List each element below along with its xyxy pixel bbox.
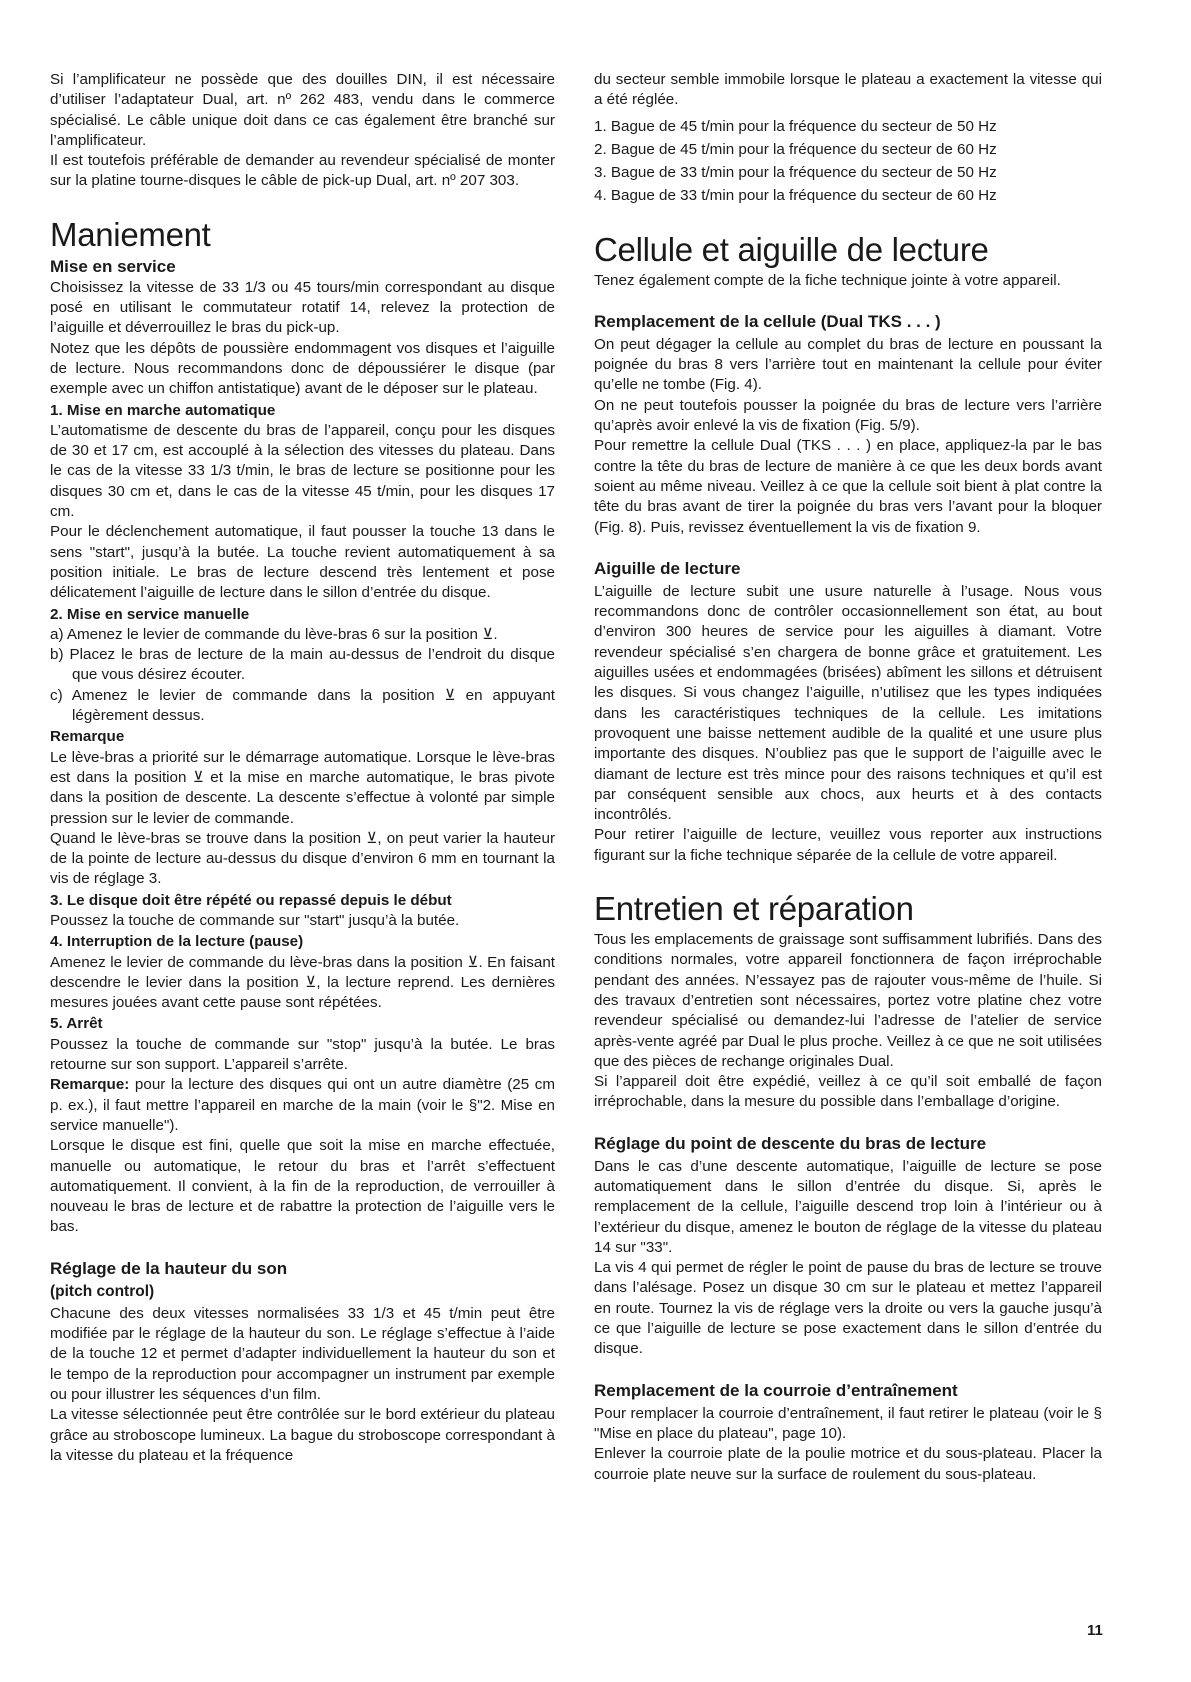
pitch-paragraph-2: La vitesse sélectionnée peut être contrôlée sur le bord extérieur du plateau grâce au stroboscope lumineux. La bague du stroboscope correspondant à la vitesse du plateau et la fréquence bbox=[50, 1406, 555, 1464]
list-item: 2. Bague de 45 t/min pour la fréquence du secteur de 60 Hz bbox=[594, 140, 997, 158]
intro-paragraph-1: Si l’amplificateur ne possède que des douilles DIN, il est nécessaire d’utiliser l’adaptateur Dual, art. nº 262 483, vendu dans le commerce spécialisé. Le câble unique doit dans ce cas également être branché sur l’amplificateur. bbox=[50, 71, 555, 149]
courroie-paragraph-1: Pour remplacer la courroie d’entraînement, il faut retirer le plateau (voir le § "Mise en place du plateau", page 10). bbox=[594, 1404, 1102, 1442]
courroie-heading: Remplacement de la courroie d’entraînement bbox=[594, 1380, 958, 1400]
remarque2-paragraph-1: Remarque: pour la lecture des disques qui ont un autre diamètre (25 cm p. ex.), il faut mettre l’appareil en marche de la main (voir le §"2. Mise en service manuelle"). bbox=[50, 1076, 555, 1134]
section-4-heading: 4. Interruption de la lecture (pause) bbox=[50, 933, 304, 951]
cellule-intro: Tenez également compte de la fiche technique jointe à votre appareil. bbox=[594, 271, 1061, 289]
remarque-paragraph-2: Quand le lève-bras se trouve dans la position ⊻, on peut varier la hauteur de la pointe de lecture au-dessus du disque d’environ 6 mm en tournant la vis de réglage 3. bbox=[50, 829, 555, 888]
intro-paragraph-2: Il est toutefois préférable de demander au revendeur spécialisé de monter sur la platine tourne-disques le câble de pick-up Dual, art. nº 207 303. bbox=[50, 152, 555, 190]
aiguille-paragraph-2: Pour retirer l’aiguille de lecture, veuillez vous reporter aux instructions figurant sur la fiche technique séparée de la cellule de votre appareil. bbox=[594, 826, 1102, 864]
right-column bbox=[594, 70, 1102, 1485]
courroie-paragraph-2: Enlever la courroie plate de la poulie motrice et du sous-plateau. Placer la courroie plate neuve sur la surface de roulement du sous-plateau. bbox=[594, 1445, 1102, 1483]
remplacement-paragraph-3: Pour remettre la cellule Dual (TKS . . . ) en place, appliquez-la par le bas contre la tête du bras de lecture de manière à ce que les deux bords avant soient au même niveau. Veillez à ce que la cellule soit bient à plat contre la tête du bras avant de tirer la poignée du bras vers l’avant pour la bloquer (Fig. 8). Puis, revissez éventuellement la vis de fixation 9. bbox=[594, 437, 1102, 536]
continuation-paragraph: du secteur semble immobile lorsque le plateau a exactement la vitesse qui a été réglée. bbox=[594, 71, 1102, 109]
left-column bbox=[50, 70, 555, 1466]
page-number: 11 bbox=[1087, 1622, 1103, 1639]
pitch-heading: Réglage de la hauteur du son bbox=[50, 1258, 288, 1278]
maniement-heading: Maniement bbox=[50, 215, 211, 253]
entretien-paragraph-2: Si l’appareil doit être expédié, veillez à ce qu’il soit emballé de façon irréprochable, dans la mesure du possible dans l’emballage d’origine. bbox=[594, 1073, 1102, 1111]
section-2-step-b: b) Placez le bras de lecture de la main au-dessus de l’endroit du disque que vous désirez écouter. bbox=[50, 646, 555, 684]
entretien-paragraph-1: Tous les emplacements de graissage sont suffisamment lubrifiés. Dans des conditions normales, votre appareil fonctionnera de façon irréprochable pendant des années. N’essayez pas de rajouter vous-même de l’huile. Si des travaux d’entretien sont nécessaires, portez votre platine chez votre revendeur spécialisé ou demandez-lui l’adresse de l’atelier de service après-vente agréé par Dual le plus proche. Veillez à ce que ne soit utilisées que des pièces de rechange originales Dual. bbox=[594, 931, 1102, 1070]
section-2-step-c: c) Amenez le levier de commande dans la position ⊻ en appuyant légèrement dessus. bbox=[50, 686, 555, 725]
section-3-heading: 3. Le disque doit être répété ou repassé depuis le début bbox=[50, 891, 452, 909]
remplacement-cellule-heading: Remplacement de la cellule (Dual TKS . . . ) bbox=[594, 311, 941, 331]
mise-en-service-heading: Mise en service bbox=[50, 256, 176, 276]
remarque2-paragraph-2: Lorsque le disque est fini, quelle que soit la mise en marche effectuée, manuelle ou automatique, le retour du bras et l’arrêt s’effectuent automatiquement. Il convient, à la fin de la reproduction, de verrouiller à nouveau le bras de lecture et de rabattre la protection de l’aiguille vers le bas. bbox=[50, 1137, 555, 1236]
section-2-heading: 2. Mise en service manuelle bbox=[50, 605, 250, 623]
remplacement-paragraph-1: On peut dégager la cellule au complet du bras de lecture en poussant la poignée du bras 8 vers l’arrière tout en maintenant la cellule pour éviter qu’elle ne tombe (Fig. 4). bbox=[594, 335, 1102, 394]
pitch-subheading: (pitch control) bbox=[50, 1282, 155, 1300]
mise-en-service-paragraph-1: Choisissez la vitesse de 33 1/3 ou 45 tours/min correspondant au disque posé en utilisant le commutateur rotatif 14, relevez la protection de l’aiguille et déverrouillez le bras du pick-up. bbox=[50, 278, 555, 337]
stroboscope-ring-list bbox=[594, 115, 1102, 207]
list-item: 4. Bague de 33 t/min pour la fréquence du secteur de 60 Hz bbox=[594, 186, 997, 204]
descente-paragraph-2: La vis 4 qui permet de régler le point de pause du bras de lecture se trouve dans l’alésage. Posez un disque 30 cm sur le plateau et mettez l’appareil en route. Tournez la vis de réglage vers la droite ou vers la gauche jusqu’à ce que l’aiguille de lecture se pose exactement dans le sillon d’entrée du disque. bbox=[594, 1259, 1102, 1358]
section-3-paragraph: Poussez la touche de commande sur "start" jusqu’à la butée. bbox=[50, 911, 460, 929]
pitch-paragraph-1: Chacune des deux vitesses normalisées 33 1/3 et 45 t/min peut être modifiée par le réglage de la hauteur du son. Le réglage s’effectue à l’aide de la touche 12 et permet d’adapter individuellement la hauteur du son et le tempo de la reproduction pour accompagner un instrument par exemple ou pour illustrer les séquences d’un film. bbox=[50, 1304, 555, 1403]
aiguille-paragraph-1: L’aiguille de lecture subit une usure naturelle à l’usage. Nous vous recommandons donc de contrôler occasionnellement son état, au bout d’environ 300 heures de service pour les aiguilles à diamant. Votre revendeur spécialisé s’en chargera de bonne grâce et gratuitement. Les aiguilles usées et endommagées (brisées) abîment les sillons et détruisent les disques. Si vous changez l’aiguille, n’utilisez que les types indiquées dans les caractéristiques techniques de la cellule. Les imitations provoquent une baisse nettement audible de la qualité et une usure plus importante des disques. N’oubliez pas que le support de l’aiguille avec le diamant de lecture est très mince pour des raisons techniques et qu’il est par conséquent sensible aux chocs, aux heurts et à des contacts incontrôlés. bbox=[594, 582, 1102, 824]
mise-en-service-paragraph-2: Notez que les dépôts de poussière endommagent vos disques et l’aiguille de lecture. Nous recommandons donc de dépoussiérer le disque (par exemple avec un chiffon antistatique) avant de le déposer sur le plateau. bbox=[50, 339, 555, 398]
section-2-step-a: a) Amenez le levier de commande du lève-bras 6 sur la position ⊻. bbox=[50, 625, 498, 643]
list-item: 3. Bague de 33 t/min pour la fréquence du secteur de 50 Hz bbox=[594, 163, 997, 181]
cellule-heading: Cellule et aiguille de lecture bbox=[594, 230, 989, 268]
section-5-paragraph: Poussez la touche de commande sur "stop" jusqu’à la butée. Le bras retourne sur son support. L’appareil s’arrête. bbox=[50, 1035, 555, 1074]
remarque-heading: Remarque bbox=[50, 728, 125, 746]
section-1-paragraph-2: Pour le déclenchement automatique, il faut pousser la touche 13 dans le sens "start", jusqu’à la butée. La touche revient automatiquement à sa position initiale. Le bras de lecture descend très lentement et pose délicatement l’aiguille de lecture dans le sillon d’entrée du disque. bbox=[50, 523, 555, 602]
remarque-paragraph-1: Le lève-bras a priorité sur le démarrage automatique. Lorsque le lève-bras est dans la position ⊻ et la mise en marche automatique, le bras pivote dans la position de descente. La descente s’effectue à volonté par simple pression sur le levier de commande. bbox=[50, 748, 555, 827]
entretien-heading: Entretien et réparation bbox=[594, 890, 914, 928]
remarque2-label: Remarque: bbox=[50, 1076, 130, 1094]
aiguille-heading: Aiguille de lecture bbox=[594, 558, 741, 578]
section-5-heading: 5. Arrêt bbox=[50, 1015, 103, 1033]
section-1-paragraph-1: L’automatisme de descente du bras de l’appareil, conçu pour les disques de 30 et 17 cm, est accouplé à la sélection des vitesses du plateau. Dans le cas de la vitesse 33 1/3 t/min, le bras de lecture se positionne pour les disques 30 cm et, dans le cas de la vitesse 45 t/min, pour les disques 17 cm. bbox=[50, 421, 555, 521]
descente-heading: Réglage du point de descente du bras de lecture bbox=[594, 1133, 987, 1153]
remplacement-paragraph-2: On ne peut toutefois pousser la poignée du bras de lecture vers l’arrière qu’après avoir enlevé la vis de fixation (Fig. 5/9). bbox=[594, 396, 1102, 435]
section-4-paragraph: Amenez le levier de commande du lève-bras dans la position ⊻. En faisant descendre le levier dans la position ⊻, la lecture reprend. Les dernières mesures jouées avant cette pause sont répétées. bbox=[50, 953, 555, 1012]
descente-paragraph-1: Dans le cas d’une descente automatique, l’aiguille de lecture se pose automatiquement dans le sillon d’entrée du disque. Si, après le remplacement de la cellule, l’aiguille descend trop loin à l’intérieur ou à l’extérieur du disque, amenez le bouton de réglage de la vitesse du plateau 14 sur "33". bbox=[594, 1157, 1102, 1256]
list-item: 1. Bague de 45 t/min pour la fréquence du secteur de 50 Hz bbox=[594, 117, 997, 135]
section-1-heading: 1. Mise en marche automatique bbox=[50, 401, 276, 419]
